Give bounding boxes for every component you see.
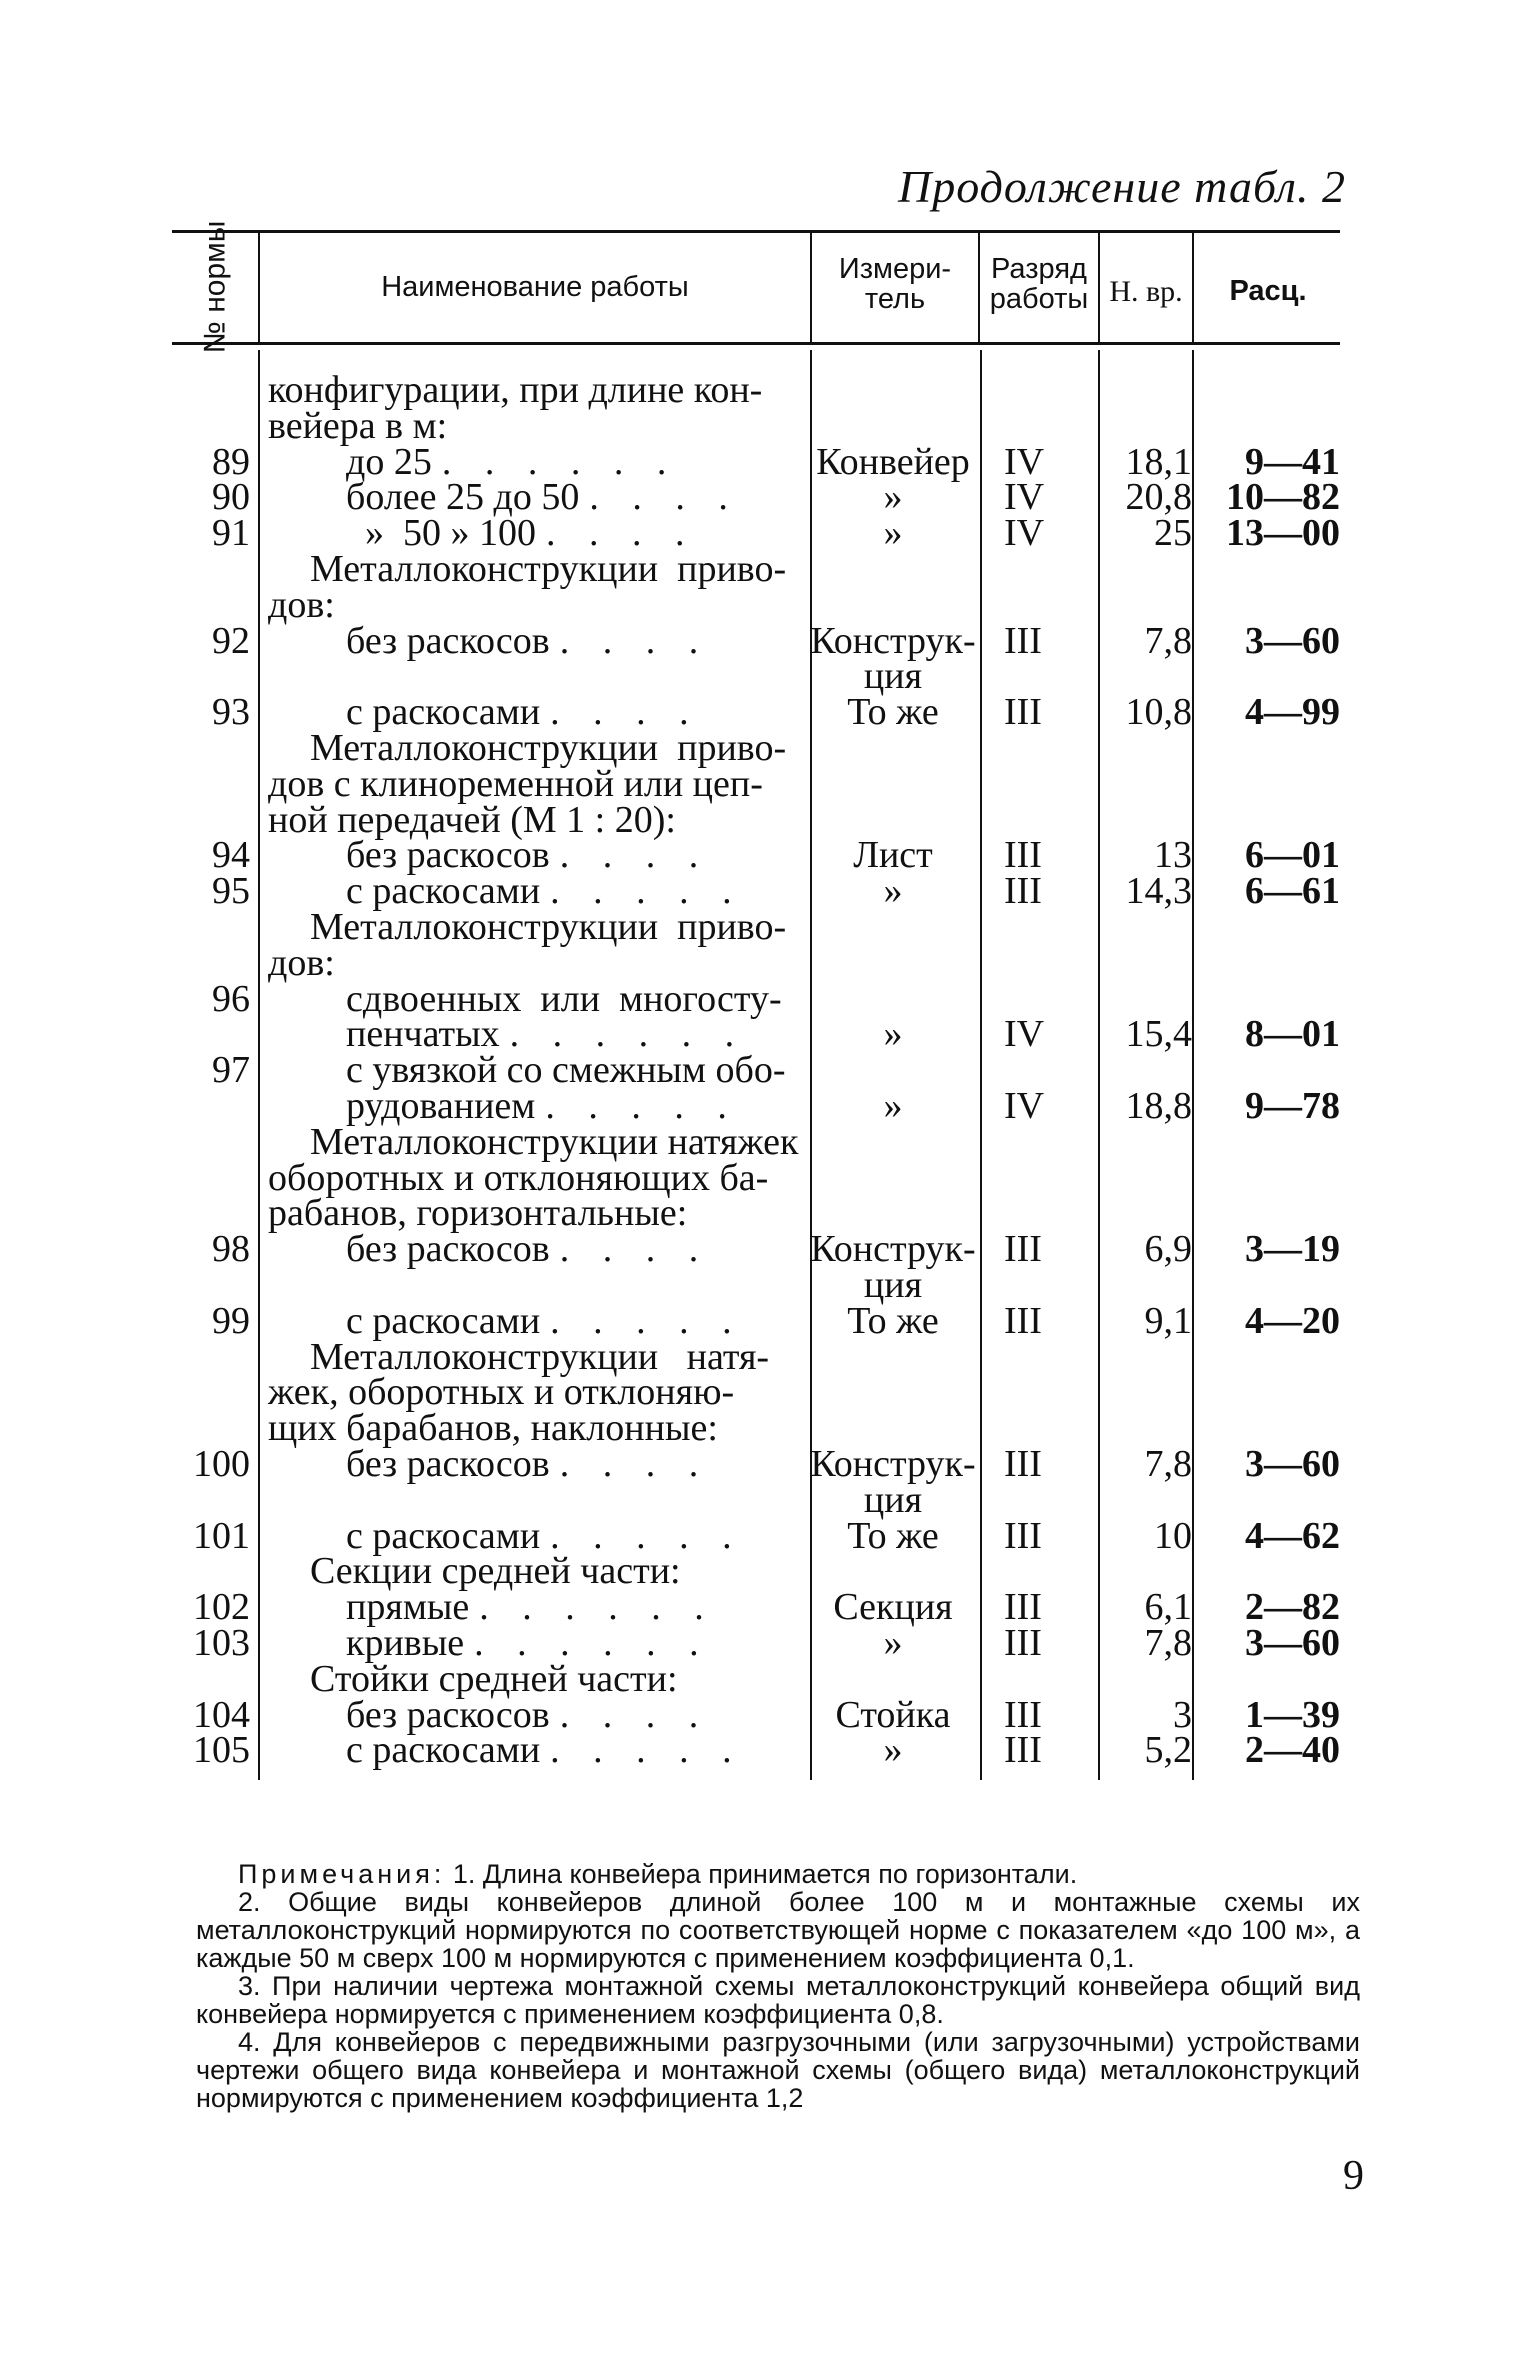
unit-cell: Конструк- (810, 620, 976, 662)
work-name-text: » 50 » 100 (346, 512, 536, 554)
norm-number: 95 (212, 870, 250, 912)
work-name (346, 1443, 711, 1485)
unit-cell: То же (847, 1300, 939, 1342)
work-name (268, 1371, 735, 1413)
work-name-text: сдвоенных или многосту- (346, 978, 782, 1020)
unit-cell: ция (863, 1479, 923, 1521)
page-number: 9 (1343, 2153, 1364, 2199)
work-name (346, 620, 711, 662)
hours-cell: 14,3 (1125, 870, 1192, 912)
work-name (268, 584, 335, 626)
table-row (0, 1049, 1536, 1091)
price-cell: 9—41 (1245, 441, 1340, 483)
leader-dots: . . . . (559, 620, 711, 662)
note-2: 2. Общие виды конвейеров длиной более 100 м и монтажные схемы их металлоконструкций нормируются по соответствующей норме с показателем «до 100 м», а каждые 50 м сверх 100 м нормируются с применением коэффициента 0,1. (196, 1887, 1360, 1973)
header-bottom-rule (172, 342, 1340, 345)
norm-number: 98 (212, 1228, 250, 1270)
price-cell: 4—20 (1245, 1300, 1340, 1342)
table-row (0, 1407, 1536, 1449)
norm-number: 101 (193, 1515, 250, 1557)
header-unit (812, 254, 978, 315)
leader-dots: . . . . . (550, 1515, 744, 1557)
leader-dots: . . . . . (550, 1729, 744, 1771)
unit-cell: Конструк- (810, 1228, 976, 1270)
notes-block (196, 1860, 1360, 2112)
work-name-text: без раскосов (346, 620, 550, 662)
work-name-text: с раскосами (346, 1300, 541, 1342)
work-name (346, 978, 782, 1020)
header-grade (980, 254, 1098, 315)
leader-dots: . . . . (559, 1443, 711, 1485)
work-name-text: кривые (346, 1622, 465, 1664)
work-name-text: ной передачей (М 1 : 20): (268, 799, 676, 841)
work-name (346, 1694, 711, 1736)
header-name: Наименование работы (381, 271, 689, 303)
hours-cell: 15,4 (1125, 1013, 1192, 1055)
work-name (346, 1729, 744, 1771)
work-name (346, 1515, 744, 1557)
grade-cell: IV (1004, 476, 1045, 518)
grade-cell: III (1004, 691, 1042, 733)
table-row (0, 1443, 1536, 1485)
leader-dots: . . . . (559, 1694, 711, 1736)
table-row (0, 1658, 1536, 1700)
work-name (346, 512, 697, 554)
hours-cell: 25 (1154, 512, 1192, 554)
work-name (268, 799, 676, 841)
work-name-text: оборотных и отклоняющих ба- (268, 1157, 769, 1199)
grade-cell: III (1004, 834, 1042, 876)
header-unit-line2: тель (864, 283, 926, 316)
unit-cell: Конструк- (810, 1443, 976, 1485)
grade-cell: IV (1004, 1013, 1045, 1055)
table-row (0, 1729, 1536, 1771)
table-row (0, 584, 1536, 626)
unit-cell: » (883, 1729, 903, 1771)
leader-dots: . . . . (550, 691, 701, 733)
leader-dots: . . . . (546, 512, 697, 554)
norm-number: 97 (212, 1049, 250, 1091)
work-name (268, 763, 763, 805)
table-row (0, 548, 1536, 590)
work-name (346, 1013, 747, 1055)
work-name (310, 727, 787, 769)
work-name-text: с раскосами (346, 1729, 541, 1771)
note-1-text: 1. Длина конвейера принимается по горизонтали. (452, 1859, 1078, 1889)
note-4: 4. Для конвейеров с передвижными разгрузочными (или загрузочными) устройствами чертежи общего вида конвейера и монтажной схемы (общего вида) металлоконструкций нормируются с применением коэффициента 1,2 (196, 2027, 1360, 2113)
grade-cell: III (1004, 1300, 1042, 1342)
table-row (0, 1300, 1536, 1342)
table-row (0, 1622, 1536, 1664)
work-name-text: Металлоконструкции натя- (310, 1336, 770, 1378)
work-name-text: дов: (268, 584, 335, 626)
leader-dots: . . . . . . (479, 1586, 716, 1628)
work-name-text: Металлоконструкции приво- (310, 727, 787, 769)
unit-cell: » (883, 512, 903, 554)
unit-cell: » (883, 1013, 903, 1055)
work-name-text: с раскосами (346, 1515, 541, 1557)
work-name (346, 1228, 711, 1270)
leader-dots: . . . . . . (509, 1013, 747, 1055)
work-name (346, 834, 711, 876)
table-row (0, 1694, 1536, 1736)
header-divider-5 (1192, 232, 1194, 342)
work-name-text: жек, оборотных и отклоняю- (268, 1371, 735, 1413)
norm-number: 102 (193, 1586, 250, 1628)
unit-cell: Конвейер (816, 441, 970, 483)
table-row (0, 655, 1536, 697)
work-name (268, 1157, 769, 1199)
hours-cell: 7,8 (1144, 1622, 1192, 1664)
work-name-text: без раскосов (346, 1443, 550, 1485)
work-name-text: конфигурации, при длине кон- (268, 369, 763, 411)
work-name-text: рабанов, горизонтальные: (268, 1192, 688, 1234)
norm-number: 105 (193, 1729, 250, 1771)
unit-cell: То же (847, 691, 939, 733)
hours-cell: 13 (1154, 834, 1192, 876)
work-name-text: дов: (268, 942, 335, 984)
norm-number: 93 (212, 691, 250, 733)
table-row (0, 405, 1536, 447)
unit-cell: ция (863, 1264, 923, 1306)
norm-number: 94 (212, 834, 250, 876)
norm-number: 103 (193, 1622, 250, 1664)
unit-cell: » (883, 1622, 903, 1664)
work-name (346, 1049, 786, 1091)
norm-number: 100 (193, 1443, 250, 1485)
work-name (310, 1550, 681, 1592)
work-name-text: Металлоконструкции натяжек (310, 1121, 799, 1163)
table-row (0, 1013, 1536, 1055)
grade-cell: III (1004, 1515, 1042, 1557)
work-name-text: с раскосами (346, 691, 541, 733)
unit-cell: » (883, 1085, 903, 1127)
norm-number: 99 (212, 1300, 250, 1342)
grade-cell: III (1004, 1622, 1042, 1664)
work-name (310, 906, 787, 948)
table-row (0, 1264, 1536, 1306)
grade-cell: IV (1004, 512, 1045, 554)
leader-dots: . . . . . . (441, 441, 679, 483)
work-name-text: щих барабанов, наклонные: (268, 1407, 718, 1449)
unit-cell: Стойка (835, 1694, 951, 1736)
hours-cell: 5,2 (1144, 1729, 1192, 1771)
price-cell: 9—78 (1245, 1085, 1340, 1127)
norm-number: 92 (212, 620, 250, 662)
table-row (0, 1586, 1536, 1628)
table-row (0, 1085, 1536, 1127)
table-row (0, 1192, 1536, 1234)
grade-cell: III (1004, 1586, 1042, 1628)
work-name-text: до 25 (346, 441, 432, 483)
leader-dots: . . . . . (550, 1300, 744, 1342)
header-grade-line2: работы (989, 283, 1089, 316)
hours-cell: 6,1 (1144, 1586, 1192, 1628)
work-name-text: без раскосов (346, 1694, 550, 1736)
grade-cell: IV (1004, 1085, 1045, 1127)
work-name-text: с раскосами (346, 870, 541, 912)
note-1 (196, 1860, 1360, 1888)
price-cell: 13—00 (1226, 512, 1340, 554)
note-3: 3. При наличии чертежа монтажной схемы металлоконструкций конвейера общий вид конвейера нормируется с применением коэффициента 0,8. (196, 1971, 1360, 2029)
header-top-rule (172, 230, 1340, 233)
work-name-text: прямые (346, 1586, 470, 1628)
header-price: Расц. (1229, 275, 1307, 307)
unit-cell: » (883, 476, 903, 518)
grade-cell: III (1004, 620, 1042, 662)
hours-cell: 18,8 (1125, 1085, 1192, 1127)
work-name-text: Металлоконструкции приво- (310, 548, 787, 590)
header-num (172, 220, 258, 354)
price-cell: 8—01 (1245, 1013, 1340, 1055)
work-name-text: рудованием (346, 1085, 536, 1127)
leader-dots: . . . . . (550, 870, 744, 912)
work-name-text: без раскосов (346, 1228, 550, 1270)
work-name (268, 405, 448, 447)
work-name (310, 548, 787, 590)
grade-cell: IV (1004, 441, 1045, 483)
hours-cell: 6,9 (1144, 1228, 1192, 1270)
work-name (268, 1407, 718, 1449)
table-row (0, 691, 1536, 733)
table-row (0, 906, 1536, 948)
price-cell: 4—62 (1245, 1515, 1340, 1557)
work-name (268, 942, 335, 984)
grade-cell: III (1004, 1729, 1042, 1771)
norm-number: 96 (212, 978, 250, 1020)
price-cell: 2—40 (1245, 1729, 1340, 1771)
hours-cell: 9,1 (1144, 1300, 1192, 1342)
leader-dots: . . . . (589, 476, 740, 518)
notes-label: Примечания: (238, 1859, 446, 1889)
hours-cell: 20,8 (1125, 476, 1192, 518)
table-row (0, 369, 1536, 411)
norm-number: 91 (212, 512, 250, 554)
price-cell: 3—19 (1245, 1228, 1340, 1270)
unit-cell: » (883, 870, 903, 912)
price-cell: 4—99 (1245, 691, 1340, 733)
table-row (0, 799, 1536, 841)
unit-cell: Лист (853, 834, 933, 876)
price-cell: 6—61 (1245, 870, 1340, 912)
price-cell: 6—01 (1245, 834, 1340, 876)
hours-cell: 3 (1173, 1694, 1192, 1736)
table-row (0, 1157, 1536, 1199)
price-cell: 3—60 (1245, 1443, 1340, 1485)
work-name-text: без раскосов (346, 834, 550, 876)
work-name (346, 441, 679, 483)
work-name (346, 691, 701, 733)
table-row (0, 727, 1536, 769)
grade-cell: III (1004, 1228, 1042, 1270)
work-name (346, 1300, 744, 1342)
work-name (268, 1192, 688, 1234)
work-name-text: пенчатых (346, 1013, 500, 1055)
grade-cell: III (1004, 870, 1042, 912)
price-cell: 2—82 (1245, 1586, 1340, 1628)
header-grade-line1: Разряд (991, 253, 1087, 285)
work-name-text: Секции средней части: (310, 1550, 681, 1592)
header-hours: Н. вр. (1109, 275, 1183, 308)
table-row (0, 1228, 1536, 1270)
leader-dots: . . . . . (545, 1085, 739, 1127)
table-row (0, 942, 1536, 984)
work-name-text: дов с клиноременной или цеп- (268, 763, 763, 805)
leader-dots: . . . . (559, 834, 711, 876)
hours-cell: 18,1 (1125, 441, 1192, 483)
work-name (310, 1121, 799, 1163)
table-row (0, 476, 1536, 518)
table-row (0, 1550, 1536, 1592)
unit-cell: То же (847, 1515, 939, 1557)
table-row (0, 620, 1536, 662)
table-row (0, 1515, 1536, 1557)
table-continuation-caption: Продолжение табл. 2 (898, 161, 1346, 212)
work-name-text: Стойки средней части: (310, 1658, 678, 1700)
work-name (346, 476, 740, 518)
table-row (0, 1336, 1536, 1378)
work-name-text: более 25 до 50 (346, 476, 580, 518)
grade-cell: III (1004, 1443, 1042, 1485)
price-cell: 1—39 (1245, 1694, 1340, 1736)
work-name (268, 369, 763, 411)
table-row (0, 834, 1536, 876)
hours-cell: 10 (1154, 1515, 1192, 1557)
hours-cell: 10,8 (1125, 691, 1192, 733)
table-row (0, 763, 1536, 805)
work-name-text: Металлоконструкции приво- (310, 906, 787, 948)
work-name (310, 1336, 770, 1378)
grade-cell: III (1004, 1694, 1042, 1736)
price-cell: 3—60 (1245, 620, 1340, 662)
hours-cell: 7,8 (1144, 620, 1192, 662)
norm-number: 89 (212, 441, 250, 483)
unit-cell: ция (863, 655, 923, 697)
leader-dots: . . . . (559, 1228, 711, 1270)
unit-cell: Секция (833, 1586, 953, 1628)
header-unit-line1: Измери- (838, 253, 952, 285)
work-name (346, 870, 744, 912)
work-name (310, 1658, 678, 1700)
price-cell: 3—60 (1245, 1622, 1340, 1664)
table-row (0, 1371, 1536, 1413)
norm-number: 104 (193, 1694, 250, 1736)
work-name-text: с увязкой со смежным обо- (346, 1049, 786, 1091)
work-name (346, 1586, 716, 1628)
table-row (0, 512, 1536, 554)
table-row (0, 1479, 1536, 1521)
work-name-text: вейера в м: (268, 405, 448, 447)
price-cell: 10—82 (1226, 476, 1340, 518)
norm-number: 90 (212, 476, 250, 518)
header-num-label: № нормы (198, 220, 232, 354)
work-name (346, 1085, 739, 1127)
table-row (0, 870, 1536, 912)
hours-cell: 7,8 (1144, 1443, 1192, 1485)
table-row (0, 1121, 1536, 1163)
table-row (0, 441, 1536, 483)
work-name (346, 1622, 711, 1664)
table-row (0, 978, 1536, 1020)
leader-dots: . . . . . . (474, 1622, 711, 1664)
